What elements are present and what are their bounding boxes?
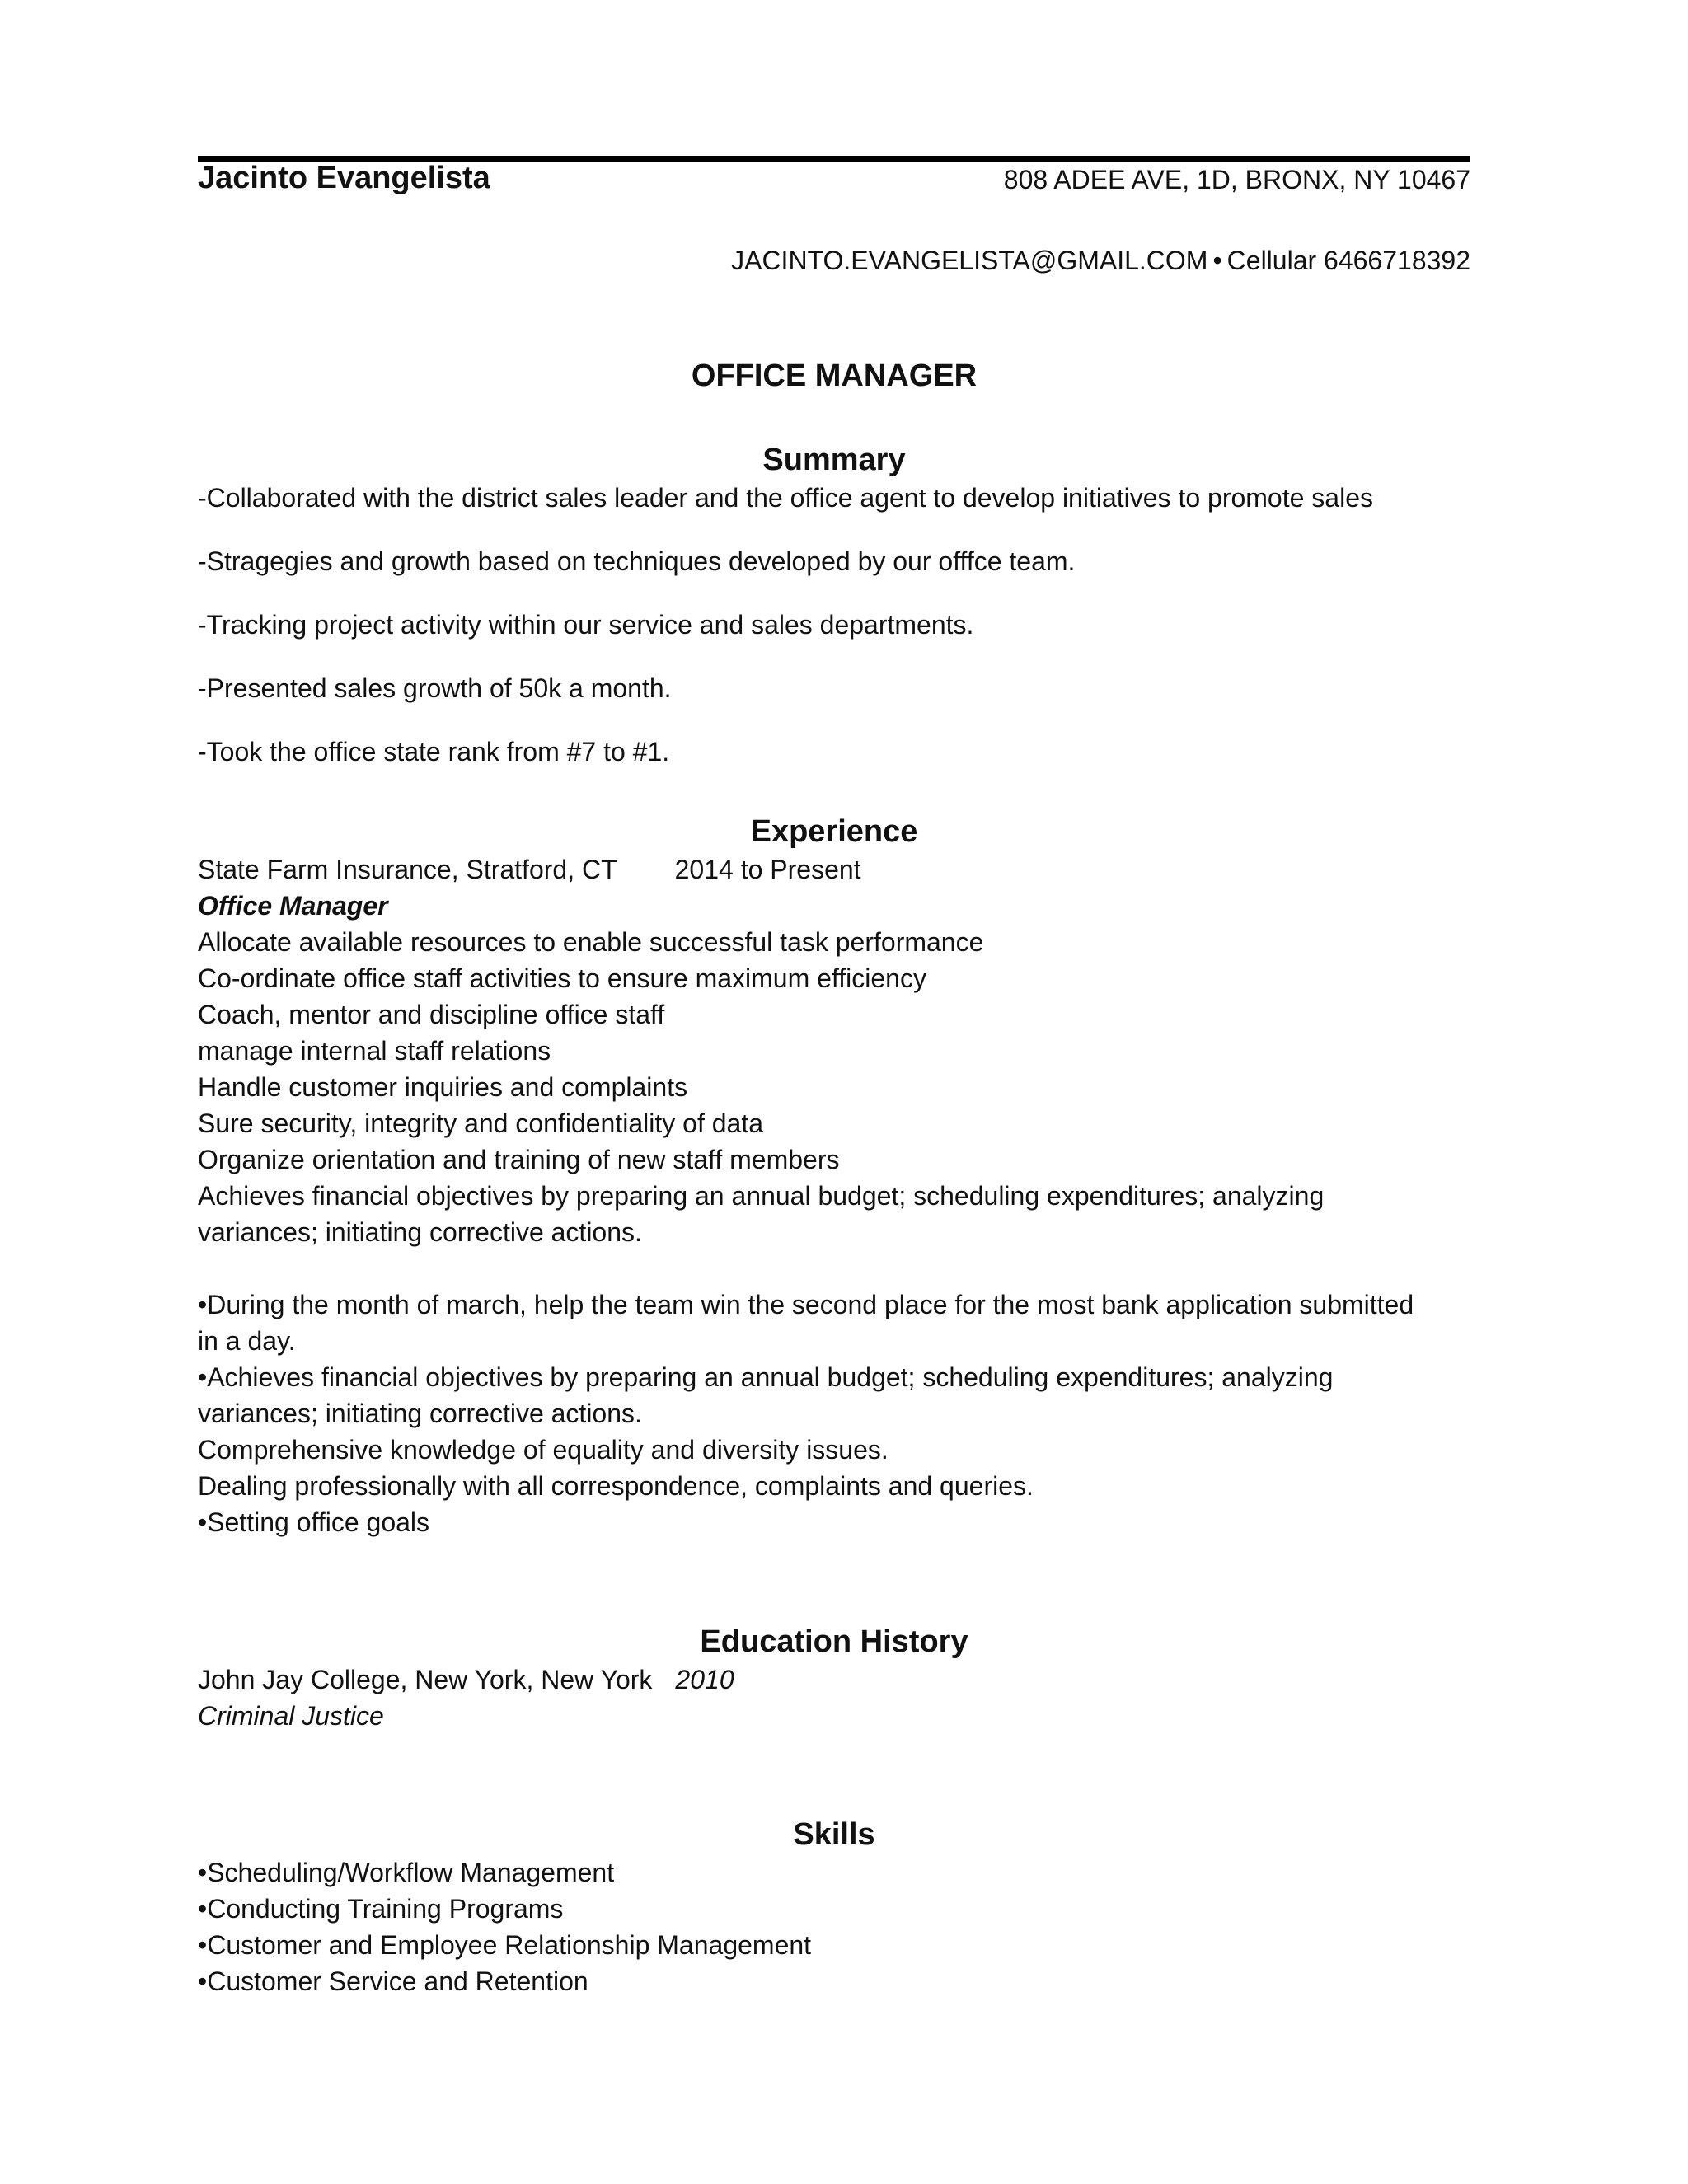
duty-item: manage internal staff relations xyxy=(198,1036,551,1066)
candidate-address: 808 ADEE AVE, 1D, BRONX, NY 10467 xyxy=(1003,165,1470,194)
duty-item: Allocate available resources to enable successful task performance xyxy=(198,927,984,957)
duty-item: Co-ordinate office staff activities to ensure maximum efficiency xyxy=(198,963,926,993)
highlight-item: variances; initiating corrective actions. xyxy=(198,1399,642,1428)
employer-line xyxy=(198,851,1470,888)
highlight-item: •Setting office goals xyxy=(198,1507,430,1537)
job-title: OFFICE MANAGER xyxy=(691,359,978,393)
skills-heading: Skills xyxy=(793,1817,875,1852)
summary-item: -Stragegies and growth based on techniques developed by our offfce team. xyxy=(198,546,1076,576)
duty-item: Coach, mentor and discipline office staff xyxy=(198,1000,665,1029)
phone-text: Cellular 6466718392 xyxy=(1226,246,1470,275)
education-heading: Education History xyxy=(700,1624,968,1659)
summary-item: -Collaborated with the district sales leader and the office agent to develop initiatives to promote sales xyxy=(198,483,1373,513)
summary-item: -Presented sales growth of 50k a month. xyxy=(198,673,672,703)
skill-item: •Conducting Training Programs xyxy=(198,1894,564,1924)
highlight-item: •During the month of march, help the team win the second place for the most bank application submitted xyxy=(198,1290,1414,1319)
role-title: Office Manager xyxy=(198,891,388,921)
contact-line xyxy=(731,242,1470,279)
field-of-study: Criminal Justice xyxy=(198,1701,384,1731)
experience-heading: Experience xyxy=(750,814,918,849)
graduation-year: 2010 xyxy=(675,1665,734,1694)
candidate-name: Jacinto Evangelista xyxy=(198,161,490,195)
duty-item: Organize orientation and training of new staff members xyxy=(198,1145,840,1174)
duty-item: Handle customer inquiries and complaints xyxy=(198,1072,688,1102)
duty-item: Sure security, integrity and confidentiality of data xyxy=(198,1108,763,1138)
highlight-item: in a day. xyxy=(198,1326,296,1356)
skill-item: •Customer and Employee Relationship Management xyxy=(198,1930,812,1960)
skill-item: •Customer Service and Retention xyxy=(198,1966,588,1996)
skill-item: •Scheduling/Workflow Management xyxy=(198,1858,615,1887)
summary-item: -Tracking project activity within our service and sales departments. xyxy=(198,610,974,640)
email-text: JACINTO.EVANGELISTA@GMAIL.COM xyxy=(731,246,1208,275)
contact-separator: • xyxy=(1212,246,1222,275)
summary-heading: Summary xyxy=(762,443,906,477)
education-line xyxy=(198,1661,1470,1698)
employer-name: State Farm Insurance, Stratford, CT xyxy=(198,855,617,884)
highlight-item: Dealing professionally with all correspondence, complaints and queries. xyxy=(198,1471,1034,1501)
duty-item: variances; initiating corrective actions. xyxy=(198,1217,642,1247)
highlight-item: Comprehensive knowledge of equality and diversity issues. xyxy=(198,1435,889,1465)
school-name: John Jay College, New York, New York xyxy=(198,1665,653,1694)
summary-item: -Took the office state rank from #7 to #1. xyxy=(198,737,670,766)
highlight-item: •Achieves financial objectives by preparing an annual budget; scheduling expenditures; analyzing xyxy=(198,1362,1334,1392)
employment-dates: 2014 to Present xyxy=(674,855,861,884)
duty-item: Achieves financial objectives by preparing an annual budget; scheduling expenditures; analyzing xyxy=(198,1181,1325,1211)
